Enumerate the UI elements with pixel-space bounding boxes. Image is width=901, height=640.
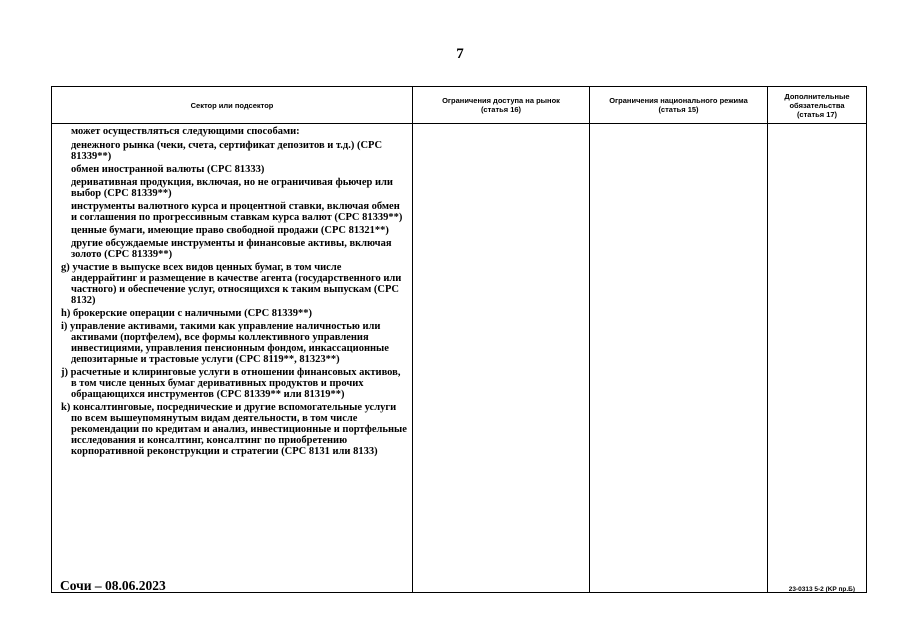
list-item: инструменты валютного курса и процентной ставки, включая обмен и соглашения по прогрессивным ставкам курса валют (CPC 81339**) [71,201,403,223]
header-sector: Сектор или подсектор [52,87,413,124]
list-item: j) расчетные и клиринговые услуги в отношении финансовых активов, в том числе ценных бумаг деривативных продуктов и прочих обращающихся инструментов (CPC 81339** или 81319**) [61,367,401,400]
list-item: может осуществляться следующими способами: [71,126,300,137]
list-item: денежного рынка (чеки, счета, сертификат депозитов и т.д.) (CPC 81339**) [71,140,383,162]
footer-location-date: Сочи – 08.06.2023 [60,578,166,593]
national-treatment-cell [590,124,768,593]
footer-doc-code: 23-0313 5-2 (KP пр.Б) [788,586,855,593]
list-item: h) брокерские операции с наличными (CPC 81339**) [61,308,313,319]
header-market-access: Ограничения доступа на рынок (статья 16) [413,87,590,124]
list-item: ценные бумаги, имеющие право свободной продажи (CPC 81321**) [71,225,389,236]
list-item: обмен иностранной валюты (CPC 81333) [71,164,265,175]
sector-cell [52,124,413,593]
list-item: g) участие в выпуске всех видов ценных бумаг, в том числе андеррайтинг и размещение в качестве агента (государственного или частного) и обеспечение услуг, относящихся к таким выпускам (CPC 8132) [61,262,402,306]
market-access-cell [413,124,590,593]
list-item: другие обсуждаемые инструменты и финансовые активы, включая золото (CPC 81339**) [71,238,392,260]
header-national-treatment: Ограничения национального режима (статья 15) [590,87,768,124]
additional-commitments-cell [768,124,867,593]
header-additional-commitments: Дополнительные обязательства (статья 17) [768,87,867,124]
list-item: k) консалтинговые, посреднические и другие вспомогательные услуги по всем вышеупомянутым видам деятельности, в том числе рекомендации по кредитам и анализ, инвестиционные и портфельные исследования и консалтинг, консалтинг по приобретению корпоративной реконструкции и стратегии (CPC 8131 или 8133) [61,402,407,457]
commitments-table [51,86,867,593]
table-row [52,124,867,593]
list-item: деривативная продукция, включая, но не ограничивая фьючер или выбор (CPC 81339**) [71,177,393,199]
table-header-row [52,87,867,124]
page-number: 7 [456,46,464,62]
list-item: i) управление активами, такими как управление наличностью или активами (портфелем), все формы коллективного управления инвестициями, управления пенсионным фондом, инкассационные депозитарные и трастовые услуги (CPC 8119**, 81323**) [61,321,389,365]
